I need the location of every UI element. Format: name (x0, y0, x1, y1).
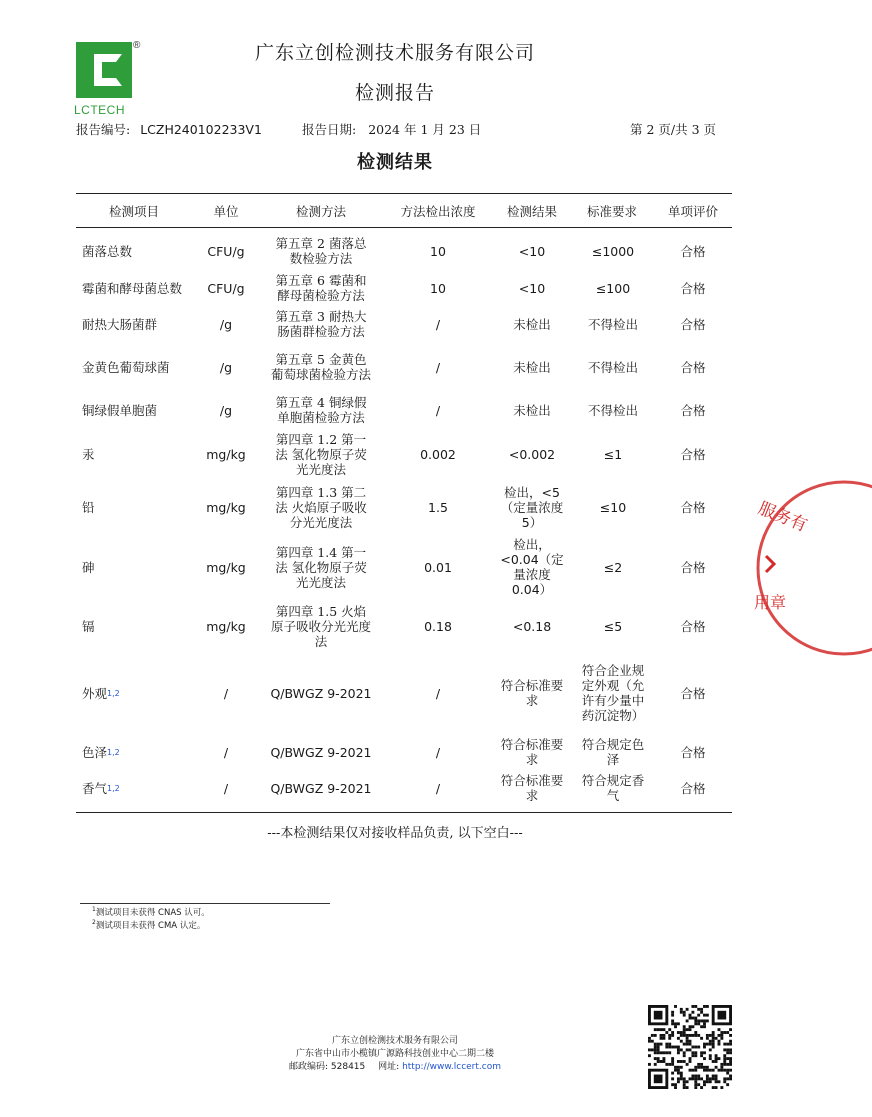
cell-standard (578, 534, 648, 600)
col-header-result: 检测结果 (506, 204, 557, 219)
cell-eval (654, 270, 732, 306)
col-header-item: 检测项目 (108, 204, 159, 219)
cell-result (498, 306, 566, 342)
cell-unit-text: CFU/g (207, 280, 245, 296)
cell-standard-text: ≤2 (603, 559, 623, 575)
cell-item-footnote-mark: 1,2 (107, 747, 120, 757)
cell-method-text: 第四章 1.5 火焰原子吸收分光光度法 (270, 603, 371, 649)
cell-standard (578, 270, 648, 306)
cell-lod (382, 652, 494, 734)
cell-item-text: 外观 (82, 685, 108, 701)
cell-unit-text: /g (219, 316, 233, 332)
cell-result (498, 480, 566, 534)
cell-eval (654, 652, 732, 734)
cell-item-text: 汞 (82, 446, 95, 462)
cell-lod-text: / (435, 316, 441, 332)
cell-method (270, 428, 372, 480)
cell-result (498, 428, 566, 480)
cell-standard-text: 不得检出 (587, 316, 638, 332)
cell-standard (578, 392, 648, 428)
col-header-method: 检测方法 (295, 204, 346, 219)
cell-result-text: 未检出 (513, 402, 551, 418)
cell-method-text: Q/BWGZ 9-2021 (270, 685, 372, 701)
cell-result (498, 600, 566, 652)
footer-postcode-label: 邮政编码: (288, 1062, 329, 1072)
cell-unit (192, 480, 260, 534)
cell-lod-text: 1.5 (428, 499, 448, 515)
cell-lod-text: 10 (430, 280, 446, 296)
cell-eval-text: 合格 (680, 685, 706, 701)
cell-eval (654, 534, 732, 600)
cell-unit-text: / (223, 744, 229, 760)
cell-standard-text: 不得检出 (587, 359, 638, 375)
cell-item (82, 306, 192, 342)
cell-lod-text: / (435, 780, 441, 796)
cell-result-text: <10 (518, 243, 546, 259)
cell-item (82, 232, 192, 270)
col-header-standard: 标准要求 (586, 204, 637, 219)
cell-eval-text: 合格 (680, 559, 706, 575)
cell-result (498, 270, 566, 306)
cell-eval (654, 480, 732, 534)
cell-eval (654, 342, 732, 392)
cell-result (498, 652, 566, 734)
cell-result (498, 392, 566, 428)
cell-lod (382, 270, 494, 306)
cell-lod-text: 0.002 (420, 446, 456, 462)
cell-unit-text: /g (219, 359, 233, 375)
cell-method-text: 第五章 4 铜绿假单胞菌检验方法 (275, 395, 367, 425)
cell-item (82, 480, 192, 534)
footnote-1-mark: 1 (92, 906, 96, 914)
footnote-1 (92, 906, 210, 918)
cell-eval (654, 392, 732, 428)
report-number (76, 120, 262, 138)
cell-unit-text: mg/kg (206, 499, 246, 515)
cell-unit (192, 652, 260, 734)
cell-eval-text: 合格 (680, 316, 706, 332)
cell-eval-text: 合格 (680, 618, 706, 634)
table-bottom-rule (76, 812, 732, 813)
cell-item-text: 金黄色葡萄球菌 (82, 359, 170, 375)
cell-unit (192, 770, 260, 806)
cell-result-text: <0.002 (508, 446, 556, 462)
cell-method-text: 第五章 2 菌落总数检验方法 (275, 236, 367, 266)
cell-eval (654, 600, 732, 652)
cell-result (498, 770, 566, 806)
cell-result-text: <0.18 (512, 618, 552, 634)
cell-unit-text: mg/kg (206, 446, 246, 462)
cell-item (82, 534, 192, 600)
cell-result-text: 符合标准要求 (500, 737, 564, 767)
cell-standard (578, 734, 648, 770)
cell-item (82, 734, 192, 770)
footer-website-link[interactable]: http://www.lccert.com (402, 1062, 501, 1072)
cell-method (270, 270, 372, 306)
cell-standard (578, 600, 648, 652)
cell-unit-text: mg/kg (206, 618, 246, 634)
cell-unit-text: / (223, 685, 229, 701)
cell-result (498, 534, 566, 600)
cell-unit (192, 232, 260, 270)
cell-unit (192, 428, 260, 480)
cell-standard-text: 符合规定色泽 (581, 737, 645, 767)
report-number-label: 报告编号: (76, 122, 131, 137)
cell-item-footnote-mark: 1,2 (107, 783, 120, 793)
cell-unit (192, 392, 260, 428)
cell-result (498, 734, 566, 770)
report-date-value: 2024 年 1 月 23 日 (368, 122, 482, 137)
table-top-rule (76, 193, 732, 194)
cell-method (270, 342, 372, 392)
cell-item-text: 铅 (82, 499, 95, 515)
cell-unit (192, 734, 260, 770)
cell-eval-text: 合格 (680, 280, 706, 296)
cell-eval (654, 734, 732, 770)
cell-lod (382, 480, 494, 534)
cell-result (498, 232, 566, 270)
cell-item (82, 652, 192, 734)
cell-unit (192, 270, 260, 306)
cell-standard (578, 232, 648, 270)
cell-standard (578, 652, 648, 734)
cell-unit-text: /g (219, 402, 233, 418)
cell-standard-text: 符合企业规定外观（允许有少量中药沉淀物） (581, 663, 645, 723)
cell-eval-text: 合格 (680, 402, 706, 418)
cell-eval-text: 合格 (680, 243, 706, 259)
cell-standard-text: ≤100 (595, 280, 631, 296)
cell-result-text: 未检出 (513, 316, 551, 332)
cell-eval-text: 合格 (680, 744, 706, 760)
cell-result (498, 342, 566, 392)
cell-eval (654, 232, 732, 270)
cell-standard-text: ≤1 (603, 446, 623, 462)
cell-standard-text: ≤5 (603, 618, 623, 634)
cell-method (270, 232, 372, 270)
cell-eval-text: 合格 (680, 499, 706, 515)
cell-item (82, 770, 192, 806)
cell-lod (382, 232, 494, 270)
cell-method (270, 392, 372, 428)
cell-lod (382, 392, 494, 428)
footnote-1-text: 测试项目未获得 CNAS 认可。 (95, 908, 210, 918)
cell-item-text: 镉 (82, 618, 95, 634)
col-header-lod: 方法检出浓度 (400, 204, 476, 219)
footnote-2 (92, 919, 205, 931)
cell-method-text: 第五章 5 金黄色葡萄球菌检验方法 (270, 352, 371, 382)
cell-item (82, 600, 192, 652)
cell-result-text: 符合标准要求 (500, 773, 564, 803)
cell-item-text: 香气 (82, 780, 108, 796)
cell-method-text: 第四章 1.3 第二法 火焰原子吸收分光光度法 (275, 484, 367, 530)
cell-standard (578, 428, 648, 480)
company-name: 广东立创检测技术服务有限公司 (254, 42, 535, 64)
report-date-label: 报告日期: (302, 122, 357, 137)
cell-result-text: 检出，<0.04（定量浓度0.04） (500, 537, 564, 597)
cell-lod (382, 428, 494, 480)
cell-standard-text: 符合规定香气 (581, 773, 645, 803)
blank-below-note: ---本检测结果仅对接收样品负责, 以下空白--- (267, 826, 523, 841)
cell-unit (192, 306, 260, 342)
cell-unit-text: / (223, 780, 229, 796)
cell-unit-text: CFU/g (207, 243, 245, 259)
cell-result-text: 未检出 (513, 359, 551, 375)
cell-standard-text: ≤10 (599, 499, 627, 515)
cell-lod-text: 0.18 (424, 618, 452, 634)
cell-item-text: 霉菌和酵母菌总数 (82, 280, 183, 296)
cell-lod (382, 734, 494, 770)
footer-address: 广东省中山市小榄镇广源路科技创业中心二期二楼 (295, 1049, 494, 1059)
cell-eval-text: 合格 (680, 780, 706, 796)
cell-eval (654, 306, 732, 342)
cell-result-text: 符合标准要求 (500, 678, 564, 708)
footnote-2-text: 测试项目未获得 CMA 认定。 (95, 921, 206, 931)
cell-unit (192, 534, 260, 600)
cell-method (270, 480, 372, 534)
cell-lod-text: 10 (430, 243, 446, 259)
cell-eval-text: 合格 (680, 446, 706, 462)
official-seal-stamp (752, 478, 872, 658)
table-header-rule (76, 227, 732, 228)
cell-method-text: Q/BWGZ 9-2021 (270, 744, 372, 760)
registered-mark: ® (133, 40, 141, 51)
page-info: 第 2 页/共 3 页 (629, 122, 716, 137)
section-title: 检测结果 (357, 152, 433, 173)
cell-method-text: 第四章 1.4 第一法 氢化物原子荧光光度法 (275, 544, 367, 590)
cell-standard (578, 306, 648, 342)
cell-eval-text: 合格 (680, 359, 706, 375)
footer-company: 广东立创检测技术服务有限公司 (331, 1036, 458, 1046)
cell-method (270, 734, 372, 770)
cell-item (82, 342, 192, 392)
cell-standard-text: ≤1000 (591, 243, 635, 259)
footnote-2-mark: 2 (92, 919, 96, 927)
cell-method (270, 306, 372, 342)
stamp-text-bottom: 用章 (754, 593, 787, 612)
cell-unit-text: mg/kg (206, 559, 246, 575)
cell-item (82, 392, 192, 428)
cell-lod-text: / (435, 402, 441, 418)
cell-item (82, 428, 192, 480)
cell-method (270, 534, 372, 600)
report-number-value: LCZH240102233V1 (140, 122, 262, 137)
footer-website-label: 网址: (378, 1062, 400, 1072)
cell-item-text: 铜绿假单胞菌 (82, 402, 158, 418)
footnote-rule (80, 903, 330, 904)
stamp-text-top: 服务有 (755, 498, 811, 537)
report-title: 检测报告 (354, 82, 435, 104)
cell-item-text: 砷 (82, 559, 95, 575)
logo-text: LCTECH (74, 103, 126, 117)
qr-code (648, 1005, 732, 1089)
cell-item-text: 菌落总数 (82, 243, 133, 259)
cell-method (270, 770, 372, 806)
cell-unit (192, 600, 260, 652)
cell-item (82, 270, 192, 306)
cell-lod-text: / (435, 359, 441, 375)
cell-eval (654, 770, 732, 806)
cell-method-text: 第五章 6 霉菌和酵母菌检验方法 (275, 273, 367, 303)
report-date (302, 120, 481, 138)
cell-lod-text: / (435, 685, 441, 701)
cell-standard (578, 342, 648, 392)
cell-lod (382, 306, 494, 342)
cell-method (270, 652, 372, 734)
cell-result-text: 检出，<5（定量浓度5） (500, 484, 564, 530)
cell-standard-text: 不得检出 (587, 402, 638, 418)
cell-lod (382, 770, 494, 806)
cell-method-text: Q/BWGZ 9-2021 (270, 780, 372, 796)
cell-lod-text: / (435, 744, 441, 760)
cell-method-text: 第五章 3 耐热大肠菌群检验方法 (275, 309, 367, 339)
cell-standard (578, 770, 648, 806)
cell-lod (382, 534, 494, 600)
col-header-eval: 单项评价 (667, 204, 718, 219)
cell-eval (654, 428, 732, 480)
cell-item-text: 色泽 (82, 744, 108, 760)
cell-method (270, 600, 372, 652)
cell-unit (192, 342, 260, 392)
cell-lod (382, 342, 494, 392)
col-header-unit: 单位 (213, 204, 239, 219)
cell-standard (578, 480, 648, 534)
footer-postcode: 528415 (330, 1062, 366, 1072)
cell-result-text: <10 (518, 280, 546, 296)
cell-lod-text: 0.01 (424, 559, 452, 575)
cell-method-text: 第四章 1.2 第一法 氢化物原子荧光光度法 (275, 431, 367, 477)
cell-item-text: 耐热大肠菌群 (82, 316, 158, 332)
cell-item-footnote-mark: 1,2 (107, 688, 120, 698)
cell-lod (382, 600, 494, 652)
